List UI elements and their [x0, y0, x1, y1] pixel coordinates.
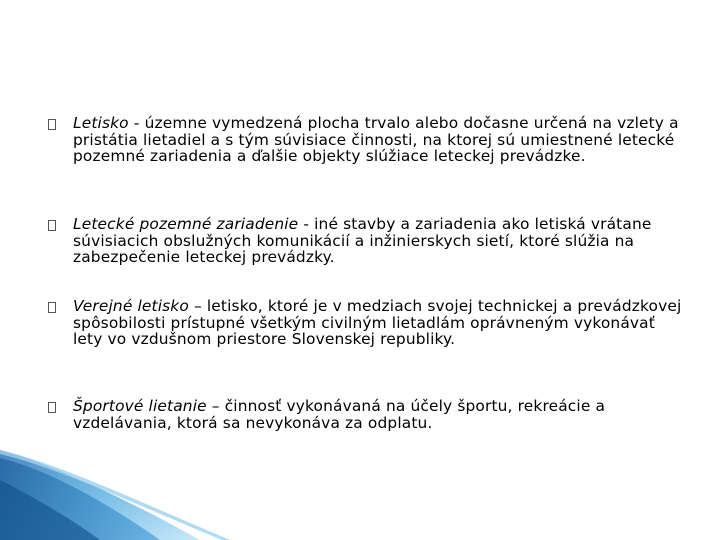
decorative-wave	[0, 450, 720, 540]
definition-text: iné stavby a zariadenia ako letiská vrátane súvisiacich obslužných komunikácií a inžinierskych sietí, ktoré slúžia na zabezpečenie leteckej prevádzky.	[73, 215, 652, 266]
list-item	[48, 298, 688, 348]
list-item	[48, 398, 688, 431]
definition-text: letisko, ktoré je v medziach svojej technickej a prevádzkovej spôsobilosti prístupné všetkým civilným lietadlám oprávneným vykonávať lety vo vzdušnom priestore Slovenskej republiky.	[73, 297, 682, 348]
term-separator: –	[206, 397, 225, 415]
box-bullet-icon	[48, 119, 56, 130]
term-letecke-pozemne-zariadenie: Letecké pozemné zariadenie	[73, 215, 299, 233]
term-verejne-letisko: Verejné letisko	[73, 297, 189, 315]
definition-text: územne vymedzená plocha trvalo alebo dočasne určená na vzlety a pristátia lietadiel a s tým súvisiace činnosti, na ktorej sú umiestnené letecké pozemné zariadenia a ďalšie objekty slúžiace leteckej prevádzke.	[73, 114, 679, 165]
term-sportove-lietanie: Športové lietanie	[73, 397, 207, 415]
box-bullet-icon	[48, 220, 56, 231]
list-item	[48, 216, 688, 266]
term-letisko: Letisko	[73, 114, 129, 132]
term-separator: -	[128, 114, 145, 132]
term-separator: –	[188, 297, 207, 315]
box-bullet-icon	[48, 302, 56, 313]
list-item	[48, 115, 688, 165]
term-separator: -	[298, 215, 315, 233]
definition-text: činnosť vykonávaná na účely športu, rekreácie a vzdelávania, ktorá sa nevykonáva za odplatu.	[73, 397, 606, 432]
box-bullet-icon	[48, 402, 56, 413]
